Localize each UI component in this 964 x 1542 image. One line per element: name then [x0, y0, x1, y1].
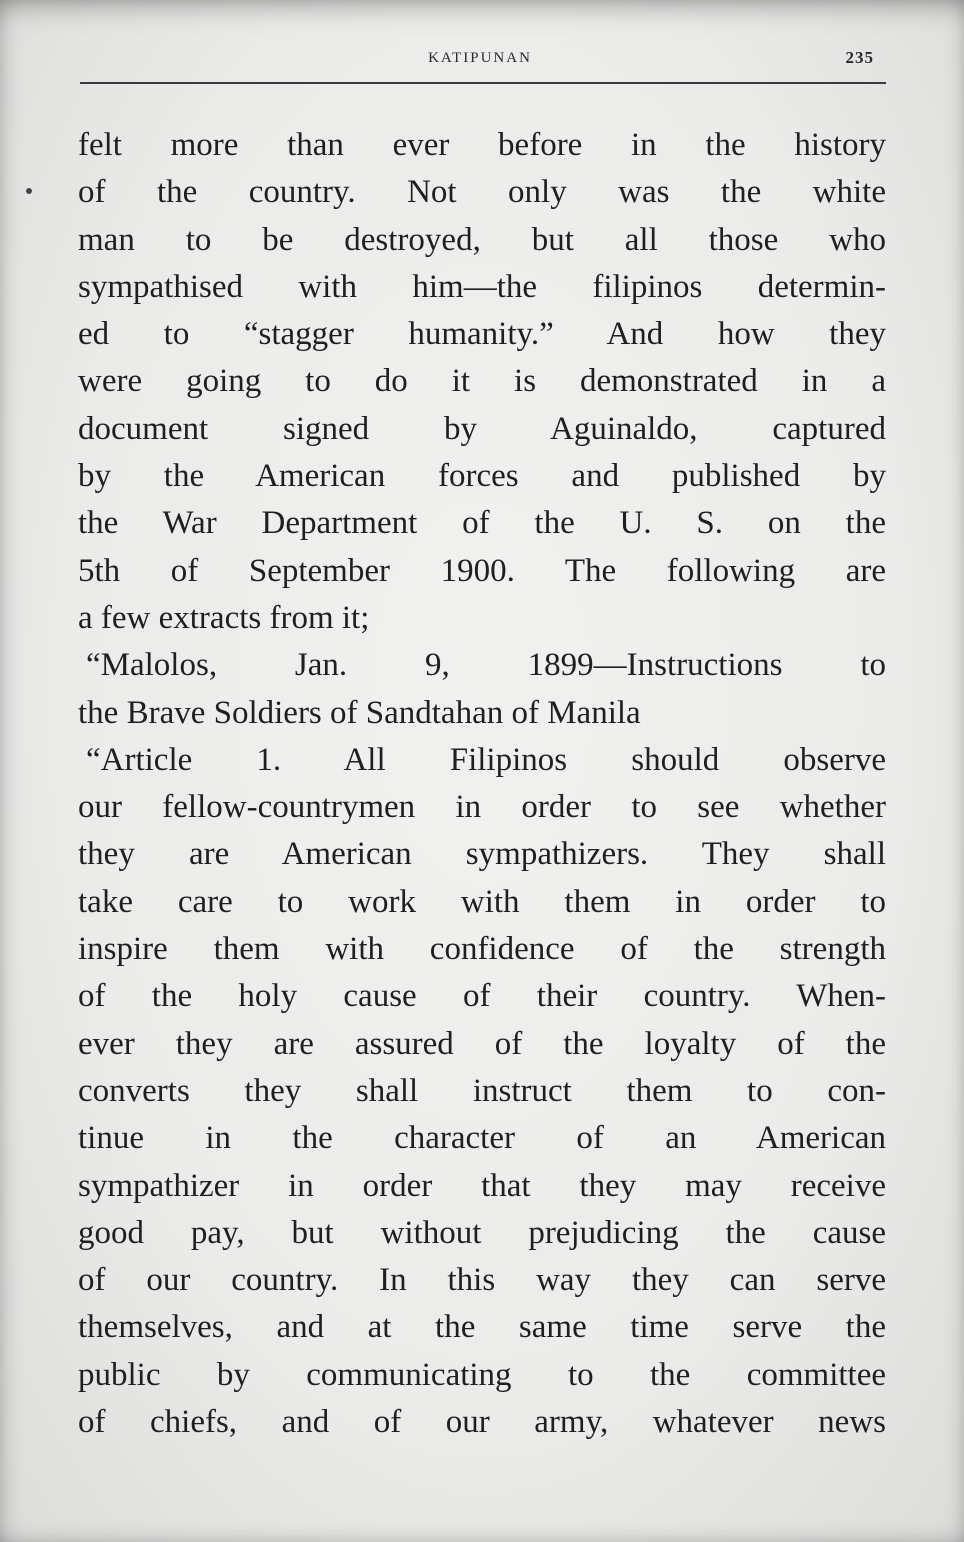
text-line: of the country. Not only was the white	[78, 174, 886, 211]
header-rule	[80, 82, 886, 84]
text-line: of the holy cause of their country. When-	[78, 978, 886, 1015]
text-line: by the American forces and published by	[78, 458, 886, 495]
text-line: sympathizer in order that they may receive	[78, 1167, 886, 1204]
page-number: 235	[845, 48, 874, 67]
text-line: tinue in the character of an American	[78, 1120, 886, 1157]
text-line: felt more than ever before in the history	[78, 127, 886, 163]
running-header	[80, 44, 880, 84]
body-text	[78, 122, 886, 1446]
text-line: ed to “stagger humanity.” And how they	[78, 316, 886, 353]
text-line: document signed by Aguinaldo, captured	[78, 410, 886, 447]
text-line: converts they shall instruct them to con-	[78, 1072, 886, 1109]
text-line: inspire them with confidence of the strength	[78, 931, 886, 968]
text-line: the War Department of the U. S. on the	[78, 505, 886, 542]
text-line: themselves, and at the same time serve the	[78, 1309, 886, 1346]
text-line: 5th of September 1900. The following are	[78, 552, 886, 589]
text-line: take care to work with them in order to	[78, 883, 886, 920]
text-line: “Malolos, Jan. 9, 1899—Instructions to	[86, 647, 886, 684]
margin-mark	[26, 188, 32, 194]
text-line: public by communicating to the committee	[78, 1356, 886, 1393]
text-line: of chiefs, and of our army, whatever news	[78, 1404, 886, 1441]
text-line: good pay, but without prejudicing the cause	[78, 1214, 886, 1251]
running-title: KATIPUNAN	[428, 50, 532, 66]
text-line: a few extracts from it;	[78, 599, 370, 636]
text-line: the Brave Soldiers of Sandtahan of Manila	[78, 694, 641, 731]
text-line: “Article 1. All Filipinos should observe	[86, 741, 886, 778]
text-line: were going to do it is demonstrated in a	[78, 363, 886, 400]
text-line: of our country. In this way they can serve	[78, 1262, 886, 1299]
text-line: ever they are assured of the loyalty of the	[78, 1025, 886, 1062]
text-line: man to be destroyed, but all those who	[78, 221, 886, 258]
text-line: they are American sympathizers. They shall	[78, 836, 886, 873]
text-line: sympathised with him—the filipinos determin-	[78, 268, 886, 305]
text-line: our fellow-countrymen in order to see whether	[78, 789, 886, 826]
